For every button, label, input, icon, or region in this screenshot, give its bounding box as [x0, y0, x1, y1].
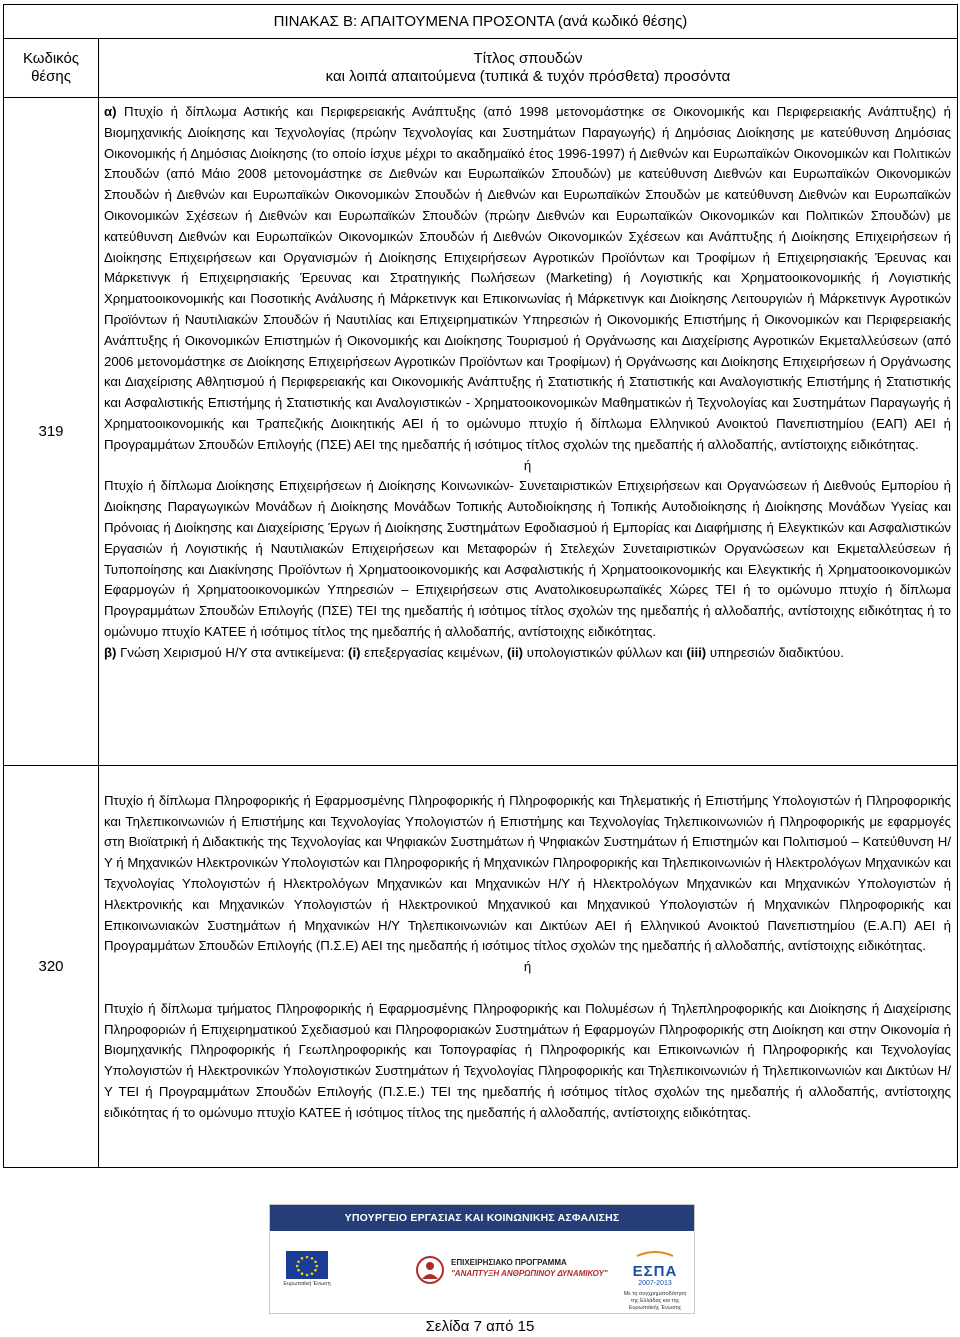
part-b-iii: (iii) [686, 644, 707, 660]
col-code-header-line1: Κωδικός [22, 50, 80, 67]
qualification-university: Πτυχίο ή δίπλωμα Πληροφορικής ή Εφαρμοσμένης Πληροφορικής ή Πληροφορικής και Τηλεματικής ή Επιστήμης Υπολογιστών ή Πληροφορικής και Τηλεπικοινωνιών ή Επιστήμης και Τεχνολογίας Υπολογιστών ή Επιστήμης και Τεχνολογίας Τηλεπικοινωνιών ή Πληροφορικής με εφαρμογές στη Βιοϊατρική ή Διδακτικής της Τεχνολογίας και Ψηφιακών Συστημάτων ή Ψηφιακών Συστημάτων ή Επιστημών και Πολιτισμού – Κατεύθυνση Η/Υ ή Μηχανικών Ηλεκτρονικών Υπολογιστών και Πληροφορικής ή Μηχανικών Πληροφορικής και Τηλεπικοινωνιών ή Ηλεκτρολόγων Μηχανικών και Τεχνολογίας Υπολογιστών ή Ηλεκτρολόγων Μηχανικών και Μηχανικών Η/Υ ή Ηλεκτρολόγων Μηχανικών και Μηχανικών Υπολογιστών ή Ηλεκτρονικής και Μηχανικών Υπολογιστών ή Ηλεκτρονικού Μηχανικού και Μηχανικού Υπολογιστών ή Μηχανικών Πληροφορικής και Επικοινωνιακών Συστημάτων ή Μηχανικών Η/Υ Τηλεπικοινωνιών και Δικτύων ΑΕΙ ή Ελληνικού Ανοικτού Πανεπιστημίου (Ε.Α.Π) ΑΕΙ ή Προγραμμάτων Σπουδών Επιλογής (Π.Σ.Ε) ΑΕΙ της ημεδαπής ή ισότιμος τίτλος σχολών της ημεδαπής ή αλλοδαπής, αντίστοιχης ειδικότητας. [104, 792, 951, 954]
espa-logo-icon [635, 1250, 675, 1258]
qualification-a [104, 102, 951, 456]
part-b-i: (i) [348, 644, 361, 660]
qualification-tei: Πτυχίο ή δίπλωμα τμήματος Πληροφορικής ή Εφαρμοσμένης Πληροφορικής και Πολυμέσων ή Τηλεπληροφορικής και Διοίκησης ή Διαχείρισης Πληροφοριών ή Επιχειρηματικού Σχεδιασμού και Πληροφοριακών Συστημάτων ή Εφαρμογών Πληροφορικής στη Διοίκηση και στην Οικονομία ή Βιομηχανικής Πληροφορικής ή Γεωπληροφορικής και Τοπογραφίας ή Πληροφορικής και Επικοινωνιών ή Πληροφορικής και Τεχνολογίας Υπολογιστών ή Ηλεκτρονικών Υπολογιστικών Συστημάτων ή Τεχνολογίας Πληροφορικής και Τηλεπικοινωνιών ή Τηλεπικοινωνιών και Δικτύων Η/Υ ΤΕΙ ή Προγραμμάτων Σπουδών Επιλογής (Π.Σ.Ε.) ΤΕΙ της ημεδαπής ή ισότιμος τίτλος σχολών της ημεδαπής ή αλλοδαπής, αντίστοιχης ειδικότητας ή το ομώνυμο πτυχίο ΚΑΤΕΕ ή ισότιμος τίτλος της ημεδαπής ή αλλοδαπής, αντίστοιχης ειδικότητας. [104, 1000, 951, 1120]
espa-word: ΕΣΠΑ [632, 1263, 678, 1280]
col-title-header-line2: και λοιπά απαιτούμενα (τυπικά & τυχόν πρόσθετα) προσόντα [325, 68, 731, 85]
part-a-label: α) [104, 104, 117, 119]
eu-caption: Ευρωπαϊκή Ένωση [283, 1281, 331, 1287]
page-footer: Σελίδα 7 από 15 [425, 1318, 535, 1335]
table-title-row [4, 5, 958, 39]
funding-banner [269, 1204, 695, 1314]
eu-logo [278, 1251, 336, 1293]
ep-line2: "ΑΝΑΠΤΥΞΗ ΑΝΘΡΩΠΙΝΟΥ ΔΥΝΑΜΙΚΟΥ" [451, 1269, 608, 1278]
table-title: ΠΙΝΑΚΑΣ Β: ΑΠΑΙΤΟΥΜΕΝΑ ΠΡΟΣΟΝΤΑ (ανά κωδικό θέσης) [4, 5, 958, 39]
ministry-name: ΥΠΟΥΡΓΕΙΟ ΕΡΓΑΣΙΑΣ ΚΑΙ ΚΟΙΝΩΝΙΚΗΣ ΑΣΦΑΛΙΣΗΣ [270, 1205, 694, 1231]
ep-logo [415, 1247, 615, 1297]
part-b-text-1: Γνώση Χειρισμού Η/Υ στα αντικείμενα: [116, 644, 349, 660]
ep-line1: ΕΠΙΧΕΙΡΗΣΙΑΚΟ ΠΡΟΓΡΑΜΜΑ [451, 1258, 567, 1267]
table-row [4, 98, 958, 766]
qualification-a-alternative: Πτυχίο ή δίπλωμα Διοίκησης Επιχειρήσεων ή Διοίκησης Κοινωνικών- Συνεταιριστικών Επιχειρήσεων και Οργανώσεων ή Διεθνούς Εμπορίου ή Διοίκησης Παραγωγικών Μονάδων ή Διοίκησης Μονάδων Τοπικής Αυτοδιοίκησης ή Τοπικής Αυτοδιοίκησης ή Διοίκησης Μονάδων Υγείας και Πρόνοιας ή Διοίκησης και Διαχείρισης Έργων ή Διοίκησης Συστημάτων Εφοδιασμού ή Εμπορίας και Διαφήμισης ή Ελεγκτικών και Ασφαλιστικών Εργασιών ή Λογιστικής ή Ναυτιλιακών Επιχειρήσεων και Μεταφορών ή Στελεχών Συνεταιριστικών Οργανώσεων και Εκμεταλλεύσεων ή Τυποποίησης και Διακίνησης Προϊόντων ή Χρηματοοικονομικής και Ασφαλιστικής ή Χρηματοοικονομικής και Ελεγκτικής ή Χρηματοοικονομικών Εφαρμογών ή Χρηματοοικονομικών Υπηρεσιών – Επιχειρήσεων στις Ανατολικοευρωπαϊκές Χώρες ΤΕΙ ή το ομώνυμο πτυχίο ή δίπλωμα Προγραμμάτων Σπουδών Επιλογής (ΠΣΕ) ΤΕΙ της ημεδαπής ή ισότιμος τίτλος σχολών της ημεδαπής ή αλλοδαπής, αντίστοιχης ειδικότητας ή το ομώνυμο πτυχίο ΚΑΤΕΕ ή ισότιμος τίτλος της ημεδαπής ή αλλοδαπής, αντίστοιχης ειδικότητας. [104, 478, 951, 639]
position-code: 320 [4, 766, 99, 1168]
qualifications-cell [99, 98, 958, 766]
table-header-row [4, 39, 958, 98]
col-code-header [4, 39, 99, 98]
position-code: 319 [4, 98, 99, 766]
ep-logo-icon [415, 1255, 445, 1285]
part-a-text: Πτυχίο ή δίπλωμα Αστικής και Περιφερειακής Ανάπτυξης (από 1998 μετονομάστηκε σε Οικονομικής και Περιφερειακής Ανάπτυξης) ή Βιομηχανικής Διοίκησης και Τεχνολογίας (πρώην Τεχνολογίας και Συστημάτων Παραγωγής) ή Δημόσιας Διοίκησης με κατεύθυνση Δημόσιας Οικονομικής ή Δημόσιας Διοίκησης (το οποίο ίσχυε μέχρι το ακαδημαϊκό έτος 1996-1997) ή Διεθνών και Ευρωπαϊκών Οικονομικών και Πολιτικών Σπουδών (από Μάιο 2008 μετονομάστηκε σε Διεθνών και Ευρωπαϊκών Σπουδών) με κατεύθυνση Διεθνών και Ευρωπαϊκών Οικονομικών Σπουδών ή Διεθνών και Ευρωπαϊκών Οικονομικών Σπουδών ή Διεθνών και Ευρωπαϊκών Σπουδών με κατεύθυνση Διεθνών και Ευρωπαϊκών Οικονομικών Σχέσεων ή Διεθνών και Ευρωπαϊκών Σπουδών (πρώην Διεθνών και Ευρωπαϊκών Οικονομικών και Πολιτικών Σπουδών) με κατεύθυνση Διεθνών και Ευρωπαϊκών Οικονομικών Σπουδών ή Διεθνών Οικονομικών Σχέσεων και Ανάπτυξης ή Διοίκησης Επιχειρήσεων ή Διοίκησης Επιχειρήσεων και Οργανισμών ή Διοίκησης Επιχειρήσεων Αγροτικών Προϊόντων και Τροφίμων ή Επιχειρησιακής Έρευνας και Μάρκετινγκ ή Επιχειρησιακής Έρευνας και Στρατηγικής Πωλήσεων (Marketing) ή Λογιστικής και Χρηματοοικονομικής ή Λογιστικής Χρηματοοικονομικής και Ποσοτικής Ανάλυσης ή Μάρκετινγκ και Επικοινωνίας ή Μάρκετινγκ και Διοίκησης Λειτουργιών ή Μάρκετινγκ Αγροτικών Προϊόντων ή Ναυτιλιακών Σπουδών ή Ναυτιλίας και Επιχειρηματικών Υπηρεσιών ή Οικονομικής Επιστήμης ή Οικονομικών και Περιφερειακής Ανάπτυξης ή Οικονομικών Επιστημών ή Οικονομικής και Διοίκησης Τουρισμού ή Οργάνωσης και Διαχείρισης Αγροτικών Εκμεταλλεύσεων (από 2006 μετονομάστηκε σε Διοίκησης Επιχειρήσεων Αγροτικών Προϊόντων και Τροφίμων) ή Οργάνωσης και Διοίκησης Επιχειρήσεων ή Οργάνωσης και Διαχείρισης Αθλητισμού ή Περιφερειακής και Οικονομικής Ανάπτυξης ή Στατιστικής ή Στατιστικής και Αναλογιστικής Επιστήμης ή Στατιστικής και Ασφαλιστικής Επιστήμης ή Στατιστικής και Αναλογιστικών - Χρηματοοικονομικών Μαθηματικών ή Τεχνολογίας και Συστημάτων Παραγωγής ή Χρηματοοικονομικής και Τραπεζικής Διοικητικής ΑΕΙ ή το ομώνυμο πτυχίο ή δίπλωμα Ελληνικού Ανοικτού Πανεπιστημίου (ΕΑΠ) ΑΕΙ ή Προγραμμάτων Σπουδών Επιλογής (ΠΣΕ) ΑΕΙ της ημεδαπής ή ισότιμος τίτλος σχολών της ημεδαπής ή αλλοδαπής, αντίστοιχης ειδικότητας. [104, 104, 951, 452]
eu-flag-icon [286, 1251, 328, 1279]
requirements-table [3, 4, 958, 1168]
espa-years: 2007-2013 [638, 1280, 672, 1287]
qualifications-cell [99, 766, 958, 1168]
table-row [4, 766, 958, 1168]
espa-caption: Με τη συγχρηματοδότηση της Ελλάδας και της Ευρωπαϊκής Ένωσης [623, 1291, 687, 1311]
qualification-b [104, 643, 951, 664]
col-title-header-line1: Τίτλος σπουδών [473, 50, 583, 67]
part-b-label: β) [104, 644, 117, 660]
part-b-text-2: επεξεργασίας κειμένων, [360, 644, 507, 660]
col-code-header-line2: θέσης [31, 68, 71, 85]
ep-text [451, 1257, 608, 1279]
part-b-text-3: υπολογιστικών φύλλων και [523, 644, 687, 660]
or-separator: ή [523, 959, 532, 975]
espa-logo [622, 1245, 688, 1311]
part-b-text-4: υπηρεσιών διαδικτύου. [706, 644, 844, 660]
or-separator: ή [523, 457, 532, 473]
col-title-header [99, 39, 958, 98]
part-b-ii: (ii) [506, 644, 524, 660]
banner-logos [270, 1231, 694, 1313]
